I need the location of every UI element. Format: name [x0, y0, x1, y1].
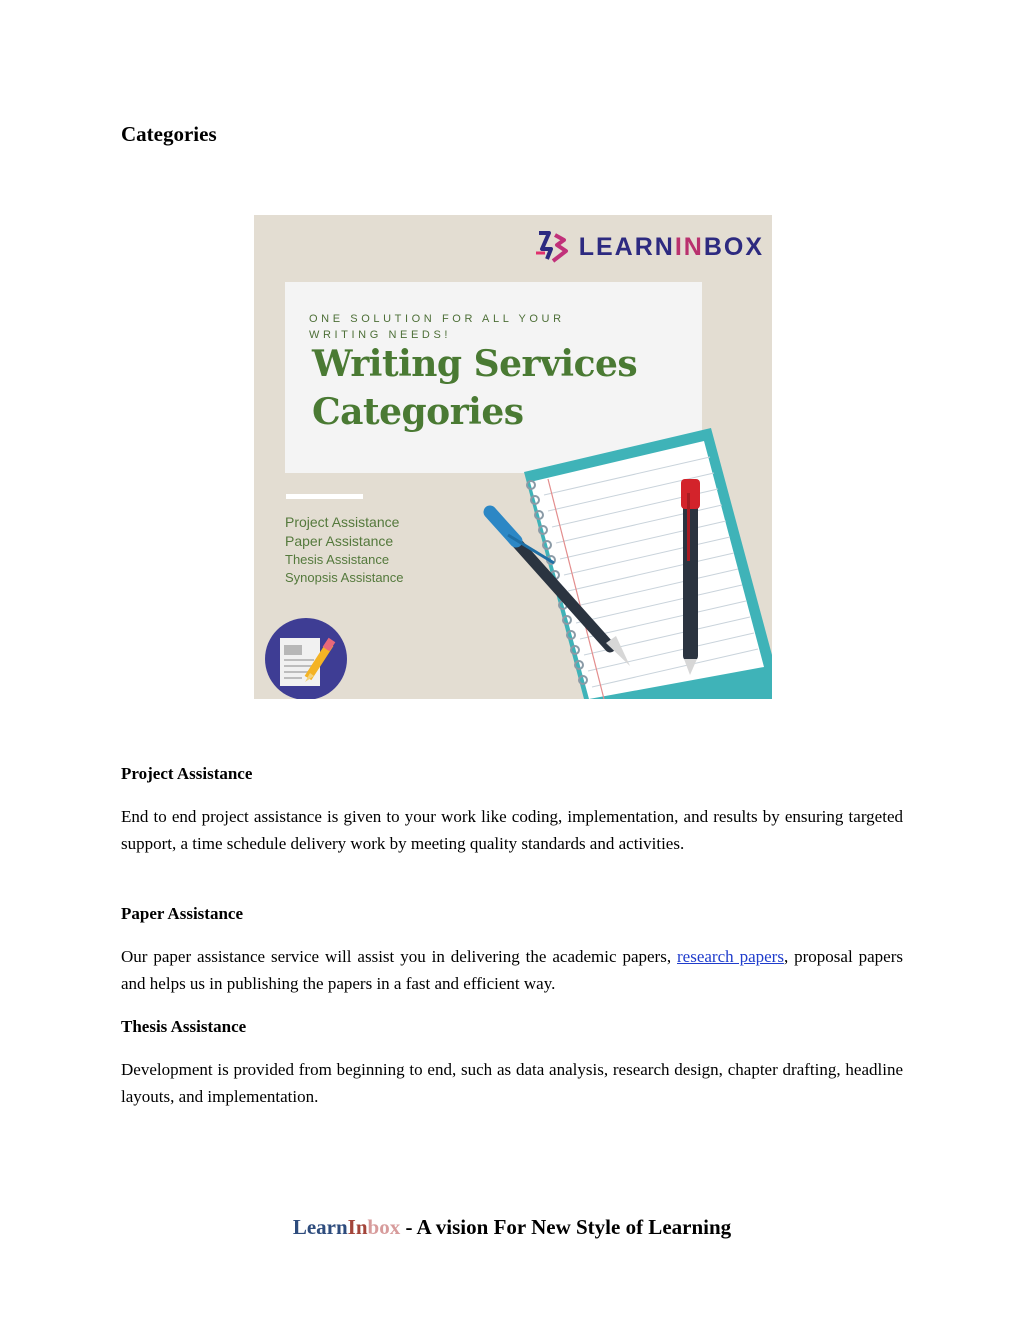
research-papers-link[interactable]: research papers [677, 947, 784, 966]
logo-wordmark: LEARNINBOX [578, 232, 764, 261]
footer-tagline [0, 1215, 1024, 1240]
section-title-thesis: Thesis Assistance [121, 1017, 247, 1036]
red-pen-icon [681, 479, 700, 675]
section-body-paper-text-2: , proposal papers and helps us in publishing the papers in a fast and efficient way. [121, 947, 903, 993]
footer-tagline-text: - A vision For New Style of Learning [400, 1215, 732, 1239]
section-body-thesis: Development is provided from beginning to end, such as data analysis, research design, chapter drafting, headline layouts, and implementation. [121, 1060, 903, 1106]
section-body-project: End to end project assistance is given to your work like coding, implementation, and results by ensuring targeted support, a time schedule delivery work by meeting quality standards and activities. [121, 807, 903, 853]
banner-subtitle: ONE SOLUTION FOR ALL YOUR WRITING NEEDS! [309, 313, 565, 341]
notebook-icon [524, 428, 772, 699]
page-heading: Categories [121, 122, 217, 146]
section-body-paper-text-1: Our paper assistance service will assist you in delivering the academic papers, [121, 947, 678, 966]
service-item: Project Assistance [285, 514, 400, 530]
section-title-project: Project Assistance [121, 764, 253, 783]
footer-brand-in: In [347, 1215, 368, 1239]
banner-title-line-1: Writing Services [312, 343, 638, 385]
section-body-paper [121, 944, 903, 997]
footer-brand-box: box [367, 1215, 401, 1239]
section-title-paper: Paper Assistance [121, 904, 243, 923]
writing-services-banner [254, 215, 772, 699]
service-item: Paper Assistance [285, 533, 394, 549]
banner-title-line-2: Categories [312, 391, 524, 433]
footer-brand-learn: Learn [292, 1215, 348, 1239]
document-pencil-icon [262, 618, 349, 699]
service-item: Synopsis Assistance [285, 570, 404, 585]
service-item: Thesis Assistance [285, 552, 390, 567]
